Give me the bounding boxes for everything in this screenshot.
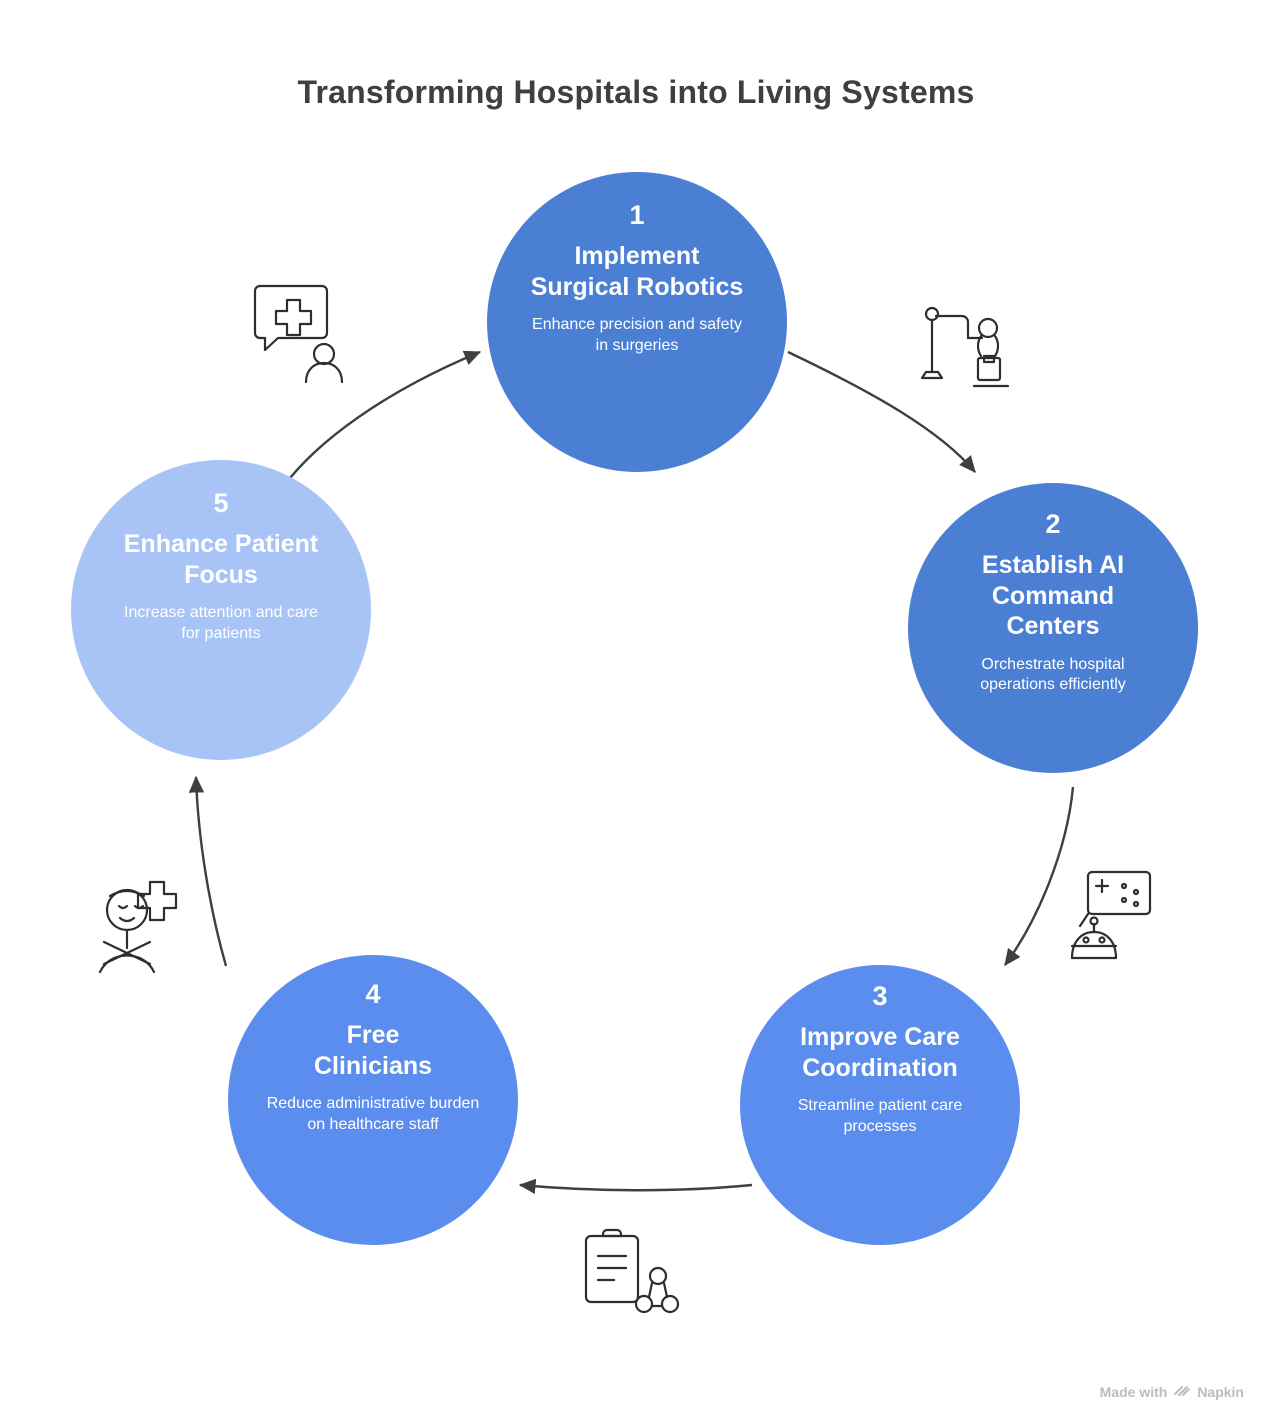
node-5-label: Enhance Patient Focus	[123, 530, 319, 589]
clipboard-share-icon	[576, 1228, 686, 1323]
node-5-description: Increase attention and care for patients	[124, 604, 318, 642]
node-4-description: Reduce administrative burden on healthcare staff	[266, 1095, 480, 1133]
node-4[interactable]	[228, 955, 518, 1245]
node-4-label: Free Clinicians	[313, 1021, 433, 1080]
node-3[interactable]	[740, 965, 1020, 1245]
node-5-number: 5	[213, 488, 229, 518]
node-4-number: 4	[365, 979, 381, 1009]
robot-dashboard-icon	[1066, 866, 1156, 971]
node-5[interactable]	[71, 460, 371, 760]
patient-care-person-icon	[92, 876, 202, 981]
node-1-description: Enhance precision and safety in surgeries	[532, 316, 742, 354]
watermark-prefix: Made with	[1099, 1384, 1168, 1400]
medical-chat-patient-icon	[252, 278, 352, 393]
node-3-description: Streamline patient care processes	[797, 1097, 963, 1135]
surgical-robot-arm-icon	[918, 298, 1018, 403]
node-2-description: Orchestrate hospital operations efficiently	[980, 655, 1126, 694]
node-1[interactable]	[487, 172, 787, 472]
node-1-number: 1	[629, 200, 645, 230]
page-title: Transforming Hospitals into Living Systems	[297, 74, 975, 110]
node-3-number: 3	[872, 981, 888, 1011]
node-2-label: Establish AI Command Centers	[981, 551, 1125, 640]
arrow-2-to-3	[1005, 787, 1073, 965]
node-1-label: Implement Surgical Robotics	[530, 242, 744, 301]
node-3-label: Improve Care Coordination	[800, 1023, 960, 1082]
node-2[interactable]	[908, 483, 1198, 773]
watermark-brand: Napkin	[1197, 1384, 1244, 1400]
node-2-number: 2	[1045, 509, 1061, 539]
arrow-3-to-4	[520, 1185, 752, 1190]
watermark	[1100, 1384, 1244, 1400]
napkin-logo-icon	[1173, 1384, 1191, 1400]
